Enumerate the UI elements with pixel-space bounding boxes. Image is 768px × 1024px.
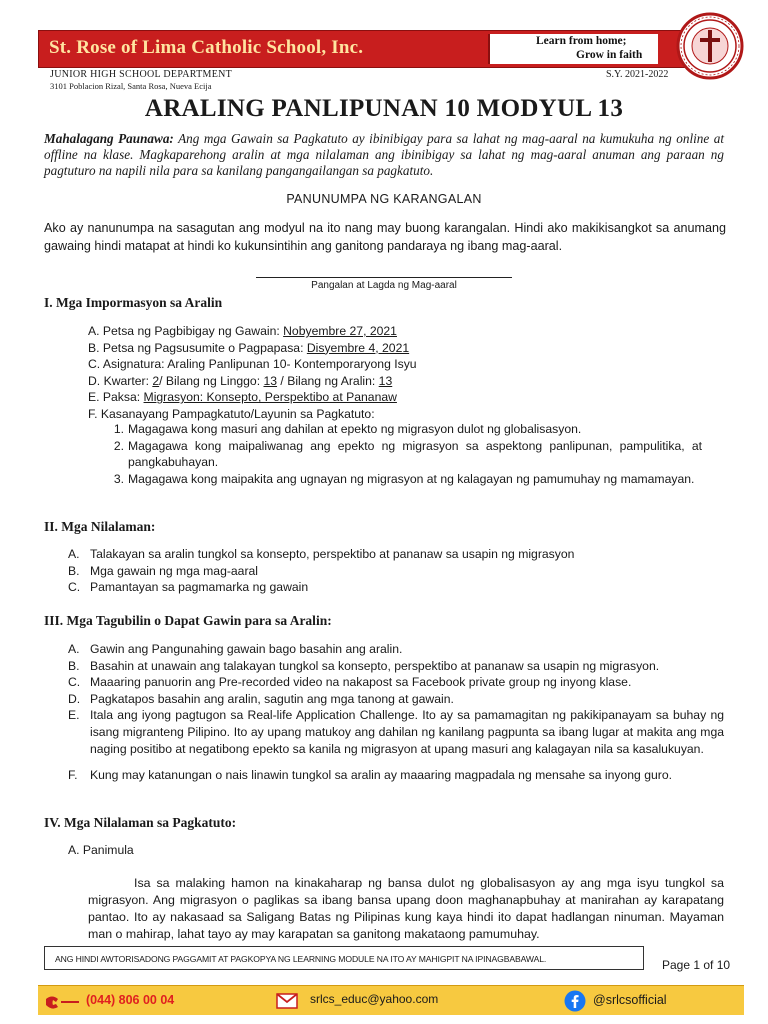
section-3-heading: III. Mga Tagubilin o Dapat Gawin para sa Aralin: bbox=[44, 613, 332, 628]
school-name: St. Rose of Lima Catholic School, Inc. bbox=[49, 37, 364, 58]
info-d: D. Kwarter: 2/ Bilang ng Linggo: 13 / Bilang ng Aralin: 13 bbox=[88, 373, 393, 388]
envelope-icon bbox=[276, 993, 298, 1009]
lesson-number-value: 13 bbox=[378, 373, 393, 388]
email-address[interactable]: srlcs_educ@yahoo.com bbox=[310, 992, 439, 1006]
week-value: 13 bbox=[263, 373, 278, 388]
motto-line-2: Grow in faith bbox=[576, 49, 643, 61]
school-seal-icon bbox=[676, 12, 744, 80]
topic-value: Migrasyon: Konsepto, Perspektibo at Pananaw bbox=[143, 390, 397, 405]
section-2-heading: II. Mga Nilalaman: bbox=[44, 519, 156, 534]
section-1-heading: I. Mga Impormasyon sa Aralin bbox=[44, 295, 223, 310]
instructions-list bbox=[68, 641, 724, 784]
subsection-panimula: A. Panimula bbox=[68, 843, 134, 857]
objective-item: 2. Magagawa kong maipaliwanag ang epekto ng migrasyon sa aspektong panlipunan, pampulitika, at pangkabuhayan. bbox=[113, 438, 702, 470]
school-year: S.Y. 2021-2022 bbox=[606, 69, 669, 80]
page-number: Page 1 of 10 bbox=[662, 958, 731, 972]
list-item: A. Gawin ang Pangunahing gawain bago basahin ang aralin. bbox=[68, 642, 403, 656]
list-item: C. Maaaring panuorin ang Pre-recorded video na nakapost sa Facebook private group ng inyong klase. bbox=[68, 675, 632, 690]
module-title: ARALING PANLIPUNAN 10 MODYUL 13 bbox=[144, 95, 624, 122]
list-item: F. Kung may katanungan o nais linawin tungkol sa aralin ay maaaring magpadala ng mensahe sa inyong guro. bbox=[68, 768, 672, 783]
facebook-icon bbox=[564, 990, 586, 1012]
section-4-heading: IV. Mga Nilalaman sa Pagkatuto: bbox=[44, 815, 237, 830]
phone-number[interactable]: (044) 806 00 04 bbox=[86, 993, 175, 1007]
info-b: B. Petsa ng Pagsusumite o Pagpapasa: Disyembre 4, 2021 bbox=[88, 340, 410, 355]
lesson-info bbox=[88, 323, 417, 423]
notice-text: Ang mga Gawain sa Pagkatuto ay ibinibigay para sa lahat ng mag-aaral na kumukuha ng online at offline na klase. Magkaparehong aralin at mga nilalaman ang ibinibigay sa lahat ng mag-aaral anuman ang paraan ng pagtuturo na napili nila para sa kanilang pangangailangan sa pagkatuto. bbox=[44, 131, 724, 178]
list-item: C. Pamantayan sa pagmamarka ng gawain bbox=[68, 580, 309, 595]
list-item: B. Basahin at unawain ang talakayan tungkol sa konsepto, perspektibo at pananaw sa usapin ng migrasyon. bbox=[68, 658, 660, 673]
info-a: A. Petsa ng Pagbibigay ng Gawain: Nobyembre 27, 2021 bbox=[88, 324, 397, 338]
list-item: B. Mga gawain ng mga mag-aaral bbox=[68, 563, 259, 578]
objectives-list bbox=[108, 421, 702, 487]
list-item: D. Pagkatapos basahin ang aralin, sagutin ang mga tanong at gawain. bbox=[68, 691, 454, 706]
school-motto bbox=[488, 34, 658, 64]
info-e: E. Paksa: Migrasyon: Konsepto, Perspektibo at Pananaw bbox=[88, 390, 397, 405]
quarter-value: 2 bbox=[152, 373, 160, 388]
objective-item: 3. Magagawa kong maipakita ang ugnayan ng migrasyon at ng kalagayan ng pamumuhay ng mamamayan. bbox=[113, 471, 695, 486]
date-due: Disyembre 4, 2021 bbox=[306, 340, 410, 355]
oath-text: Ako ay nanunumpa na sasagutan ang modyul na ito nang may buong karangalan. Hindi ako makikisangkot sa anumang gawaing hindi matapat at hindi ko kukunsintihin ang ganitong pandaraya ng ibang mag-aaral. bbox=[44, 221, 726, 253]
signature-label: Pangalan at Lagda ng Mag-aaral bbox=[311, 280, 457, 291]
info-f: F. Kasanayang Pampagkatuto/Layunin sa Pagkatuto: bbox=[88, 406, 375, 421]
telephone-icon bbox=[44, 994, 82, 1010]
info-c: C. Asignatura: Araling Panlipunan 10- Kontemporaryong Isyu bbox=[88, 357, 417, 372]
department-name: JUNIOR HIGH SCHOOL DEPARTMENT bbox=[50, 69, 233, 80]
signature-line[interactable] bbox=[256, 277, 512, 278]
list-item: A. Talakayan sa aralin tungkol sa konsepto, perspektibo at pananaw sa usapin ng migrasyon bbox=[68, 547, 575, 561]
contents-list bbox=[68, 546, 724, 596]
date-given: Nobyembre 27, 2021 bbox=[283, 324, 397, 338]
school-address: 3101 Poblacion Rizal, Santa Rosa, Nueva Ecija bbox=[50, 81, 212, 91]
facebook-handle[interactable]: @srlcsofficial bbox=[593, 993, 667, 1007]
notice-label: Mahalagang Paunawa: bbox=[44, 131, 174, 146]
copyright-warning: ANG HINDI AWTORISADONG PAGGAMIT AT PAGKOPYA NG LEARNING MODULE NA ITO AY MAHIGPIT NA IPINAGBABAWAL. bbox=[44, 946, 644, 970]
list-item: E. Itala ang iyong pagtugon sa Real-life Application Challenge. Ito ay sa pamamagitan ng pakikipanayam sa buhay ng isang migranteng Pilipino. Ito ay upang matukoy ang dahilan ng kanilang pagpunta sa ibang lugar at makita ang mga naging positibo at negatibong epekto sa kanila ng migrasyon at upang masuri ang kalagayan nila sa kasalukuyan. bbox=[68, 708, 724, 756]
motto-line-1: Learn from home; bbox=[536, 35, 627, 47]
objective-item: 1. Magagawa kong masuri ang dahilan at epekto ng migrasyon dulot ng globalisasyon. bbox=[113, 422, 582, 436]
important-notice bbox=[44, 131, 724, 179]
introduction-paragraph: Isa sa malaking hamon na kinakaharap ng bansa dulot ng globalisasyon ay ang mga isyu tungkol sa migrasyon. Ang migrasyon o paglikas sa ibang bansa upang doon maghanapbuhay at manirahan ay karapatang pantao. Ito ay nakasaad sa Saligang Batas ng Pilipinas kung kaya hindi ito dapat hadlangan ninuman. Mayaman man o mahirap, lahat tayo ay may karapatan sa ganitong makataong pamumuhay. bbox=[88, 876, 724, 941]
oath-title: PANUNUMPA NG KARANGALAN bbox=[286, 192, 482, 206]
contact-bar bbox=[38, 985, 744, 1015]
